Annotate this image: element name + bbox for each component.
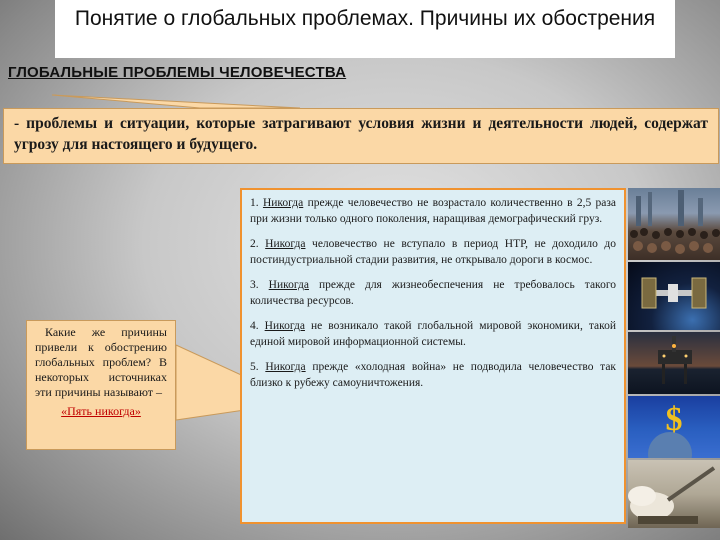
reason-item: 5. Никогда прежде «холодная война» не подводила человечество так близко к рубежу самоуничтожения. (250, 361, 617, 389)
definition-pointer (52, 95, 300, 108)
illustration-strip (628, 188, 720, 528)
space-station-photo (628, 262, 720, 330)
definition-box (3, 108, 719, 164)
slide-subtitle: ГЛОБАЛЬНЫЕ ПРОБЛЕМЫ ЧЕЛОВЕЧЕСТВА (8, 64, 347, 81)
question-box (26, 320, 176, 450)
slide-title: Понятие о глобальных проблемах. Причины их обострения (55, 0, 675, 58)
oil-platform-photo (628, 332, 720, 394)
dollar-globe-photo (628, 396, 720, 458)
reason-item: 4. Никогда не возникало такой глобальной мировой экономики, такой единой мировой информационной системы. (250, 320, 616, 348)
missile-launch-photo (628, 460, 720, 528)
reason-item: 3. Никогда прежде для жизнеобеспечения не требовалось такого количества ресурсов. (250, 279, 616, 307)
question-answer: «Пять никогда» (61, 404, 141, 418)
reasons-list (240, 188, 626, 524)
question-text: Какие же причины привели к обострению глобальных проблем? В некоторых источниках эти причины называют – (35, 325, 167, 399)
reason-item: 1. Никогда прежде человечество не возрастало количественно в 2,5 раза при жизни только одного поколения, наращивая демографический груз. (250, 197, 617, 225)
crowd-photo (628, 188, 720, 260)
definition-text: - проблемы и ситуации, которые затрагивают условия жизни и деятельности людей, содержат угрозу для настоящего и будущего. (14, 115, 708, 153)
dollar-icon: $ (665, 401, 683, 438)
reason-item: 2. Никогда человечество не вступало в период НТР, не доходило до постиндустриальной стадии развития, не открывало дороги в космос. (250, 238, 616, 266)
